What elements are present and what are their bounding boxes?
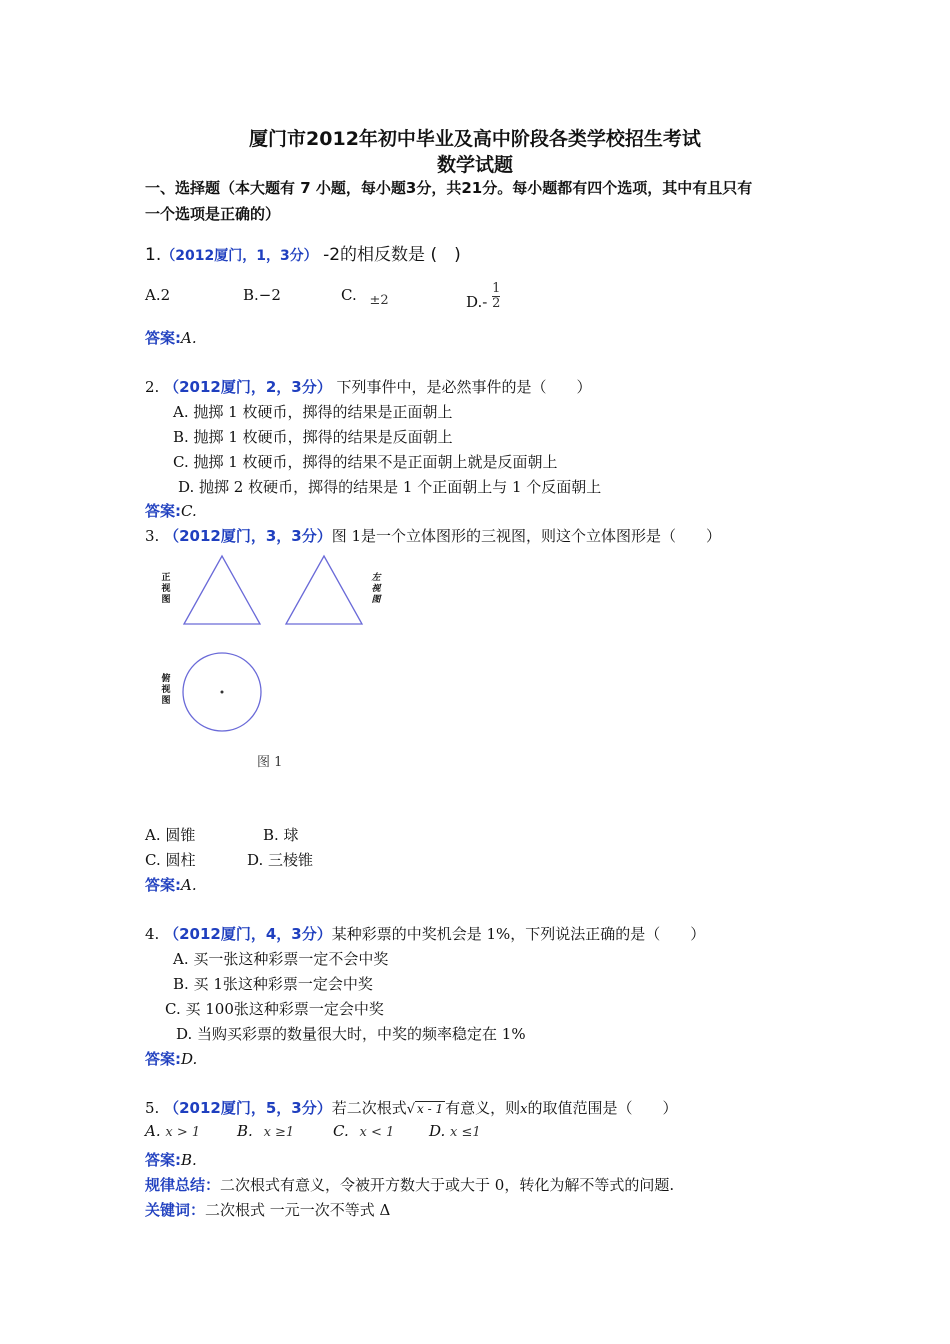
answer-label: 答案: <box>145 876 181 894</box>
answer-label: 答案: <box>145 502 181 520</box>
answer-label: 答案: <box>145 1050 181 1068</box>
question-source: （2012厦门，1，3分） <box>161 248 318 264</box>
option-expr: x ≤1 <box>450 1125 481 1140</box>
question-number: 1. <box>145 245 162 265</box>
question-text: -2的相反数是 ( ) <box>317 245 461 265</box>
left-view-label: 左视图 <box>371 573 381 605</box>
question-1 <box>145 240 461 265</box>
question-source: （2012厦门，2，3分） <box>164 378 332 396</box>
option-a: A. 圆锥 <box>145 826 196 844</box>
option-letter: D. <box>429 1122 446 1140</box>
option-c: C. 抛掷 1 枚硬币，掷得的结果不是正面朝上就是反面朝上 <box>173 453 558 471</box>
left-view-triangle <box>286 556 362 624</box>
option-expr: x ≥1 <box>263 1125 295 1140</box>
answer-3 <box>145 874 197 895</box>
option-d: D. 抛掷 2 枚硬币，掷得的结果是 1 个正面朝上与 1 个反面朝上 <box>178 478 602 496</box>
answer-2 <box>145 500 197 521</box>
option-a: A. 抛掷 1 枚硬币，掷得的结果是正面朝上 <box>173 403 453 421</box>
option-d-letter: D.- <box>466 292 488 311</box>
top-view-label: 俯视图 <box>161 674 171 706</box>
option-d <box>429 1122 481 1140</box>
question-source: （2012厦门，5，3分） <box>164 1099 332 1117</box>
option-a: A. 买一张这种彩票一定不会中奖 <box>173 950 389 968</box>
page-subtitle: 数学试题 <box>436 154 513 176</box>
question-3 <box>145 525 721 546</box>
figure-caption: 图 1 <box>257 755 283 770</box>
answer-value: A. <box>181 876 197 894</box>
question-number: 2. <box>145 378 160 396</box>
option-c-letter: C. <box>341 286 357 304</box>
front-view-label: 正视图 <box>161 573 171 605</box>
rule-summary <box>145 1174 674 1195</box>
fraction-denominator: 2 <box>492 296 501 311</box>
option-c: C. 买 100张这种彩票一定会中奖 <box>165 1000 384 1018</box>
option-c: C. 圆柱 <box>145 851 196 869</box>
fraction-numerator: 1 <box>492 281 501 296</box>
answer-4 <box>145 1048 197 1069</box>
option-b <box>237 1122 294 1140</box>
keywords <box>145 1199 390 1220</box>
answer-value: C. <box>181 502 197 520</box>
option-letter: C. <box>333 1122 349 1140</box>
option-letter: B. <box>237 1122 253 1140</box>
question-number: 4. <box>145 925 160 943</box>
answer-label: 答案: <box>145 1151 181 1169</box>
question-text-c: 的取值范围是（ ） <box>527 1099 678 1117</box>
rule-label: 规律总结： <box>145 1176 221 1194</box>
front-view-triangle <box>184 556 260 624</box>
keywords-label: 关键词： <box>145 1201 206 1219</box>
option-c-value: ±2 <box>369 293 389 308</box>
question-number: 3. <box>145 527 160 545</box>
option-b: B. 抛掷 1 枚硬币，掷得的结果是反面朝上 <box>173 428 453 446</box>
option-d <box>466 282 500 311</box>
variable: x <box>520 1102 528 1117</box>
option-d: D. 三棱锥 <box>247 851 314 869</box>
question-source: （2012厦门，4，3分） <box>164 925 332 943</box>
radicand: x - 1 <box>417 1102 444 1116</box>
answer-value: B. <box>181 1151 197 1169</box>
sqrt-icon: √ <box>406 1102 416 1117</box>
option-b: B. 买 1张这种彩票一定会中奖 <box>173 975 373 993</box>
three-view-figure <box>150 550 400 740</box>
question-4 <box>145 923 705 944</box>
option-expr: x < 1 <box>359 1125 395 1140</box>
answer-value: A. <box>181 329 197 347</box>
question-text-b: 有意义，则 <box>445 1099 521 1117</box>
option-expr: x > 1 <box>165 1125 201 1140</box>
option-a: A.2 <box>145 286 171 304</box>
question-text: 某种彩票的中奖机会是 1%，下列说法正确的是（ ） <box>331 925 706 943</box>
answer-1 <box>145 327 197 348</box>
answer-5 <box>145 1149 197 1170</box>
rule-text: 二次根式有意义，令被开方数大于或大于 0，转化为解不等式的问题. <box>220 1176 675 1194</box>
option-c <box>341 286 389 308</box>
question-text-a: 若二次根式 <box>331 1099 407 1117</box>
top-view-center-dot <box>221 691 224 694</box>
question-text: 图 1是一个立体图形的三视图，则这个立体图形是（ ） <box>331 527 722 545</box>
option-c <box>333 1122 394 1140</box>
question-source: （2012厦门，3，3分） <box>164 527 332 545</box>
option-a <box>145 1122 200 1140</box>
option-b: B. 球 <box>263 826 299 844</box>
keywords-text: 二次根式 一元一次不等式 Δ <box>205 1201 391 1219</box>
answer-label: 答案: <box>145 329 181 347</box>
option-letter: A. <box>145 1122 161 1140</box>
question-number: 5. <box>145 1099 160 1117</box>
question-2 <box>145 376 592 397</box>
question-5 <box>145 1097 678 1118</box>
question-text: 下列事件中，是必然事件的是（ ） <box>336 378 592 396</box>
page-title: 厦门市2012年初中毕业及高中阶段各类学校招生考试 <box>249 128 701 150</box>
section-heading: 一、选择题（本大题有 7 小题，每小题3分，共21分。每小题都有四个选项，其中有且只有 <box>145 179 753 197</box>
answer-value: D. <box>181 1050 198 1068</box>
option-d: D. 当购买彩票的数量很大时，中奖的频率稳定在 1% <box>176 1025 526 1043</box>
section-heading-cont: 一个选项是正确的） <box>145 205 281 223</box>
fraction <box>492 282 500 311</box>
option-b: B.−2 <box>243 286 281 304</box>
